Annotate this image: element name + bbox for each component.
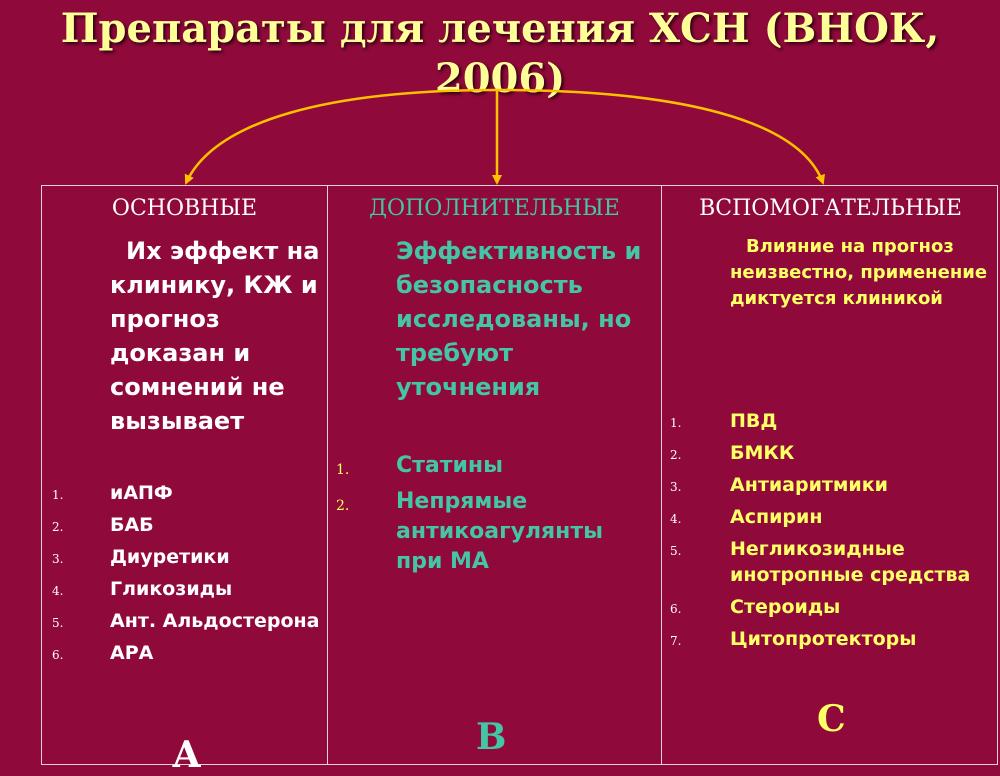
list-item: 3. Антиаритмики bbox=[670, 474, 888, 496]
column-description: Эффективность и безопасность исследованы, но требуют уточнения bbox=[396, 237, 642, 401]
list-item: 7. Цитопротекторы bbox=[670, 628, 917, 650]
column-auxiliary bbox=[662, 186, 999, 764]
class-letter: В bbox=[476, 716, 507, 758]
arrows-diagram bbox=[0, 0, 1000, 200]
list-item: 4. Гликозиды bbox=[52, 578, 233, 600]
list-item: 6. Стероиды bbox=[670, 596, 841, 618]
column-header: ОСНОВНЫЕ bbox=[111, 196, 258, 221]
class-letter: С bbox=[817, 698, 846, 740]
column-description: Влияние на прогноз неизвестно, применение диктуется клиникой bbox=[730, 236, 988, 309]
list-item: 4. Аспирин bbox=[670, 506, 823, 528]
column-main bbox=[42, 186, 328, 776]
list-item: 5. Негликозидные инотропные средства bbox=[670, 538, 971, 586]
drug-list bbox=[670, 408, 998, 658]
classification-table bbox=[41, 185, 998, 776]
column-description: Их эффект на клинику, КЖ и прогноз доказан и сомнений не вызывает bbox=[110, 237, 320, 435]
arrow-left bbox=[186, 90, 497, 183]
arrow-right bbox=[497, 90, 823, 183]
slide-title: Препараты для лечения ХСН (ВНОК, 2006) bbox=[60, 5, 940, 102]
list-item: 6. АРА bbox=[52, 642, 154, 664]
column-additional bbox=[328, 186, 662, 764]
list-item: 2. БАБ bbox=[52, 514, 154, 536]
list-item: 1. иАПФ bbox=[52, 482, 173, 504]
list-item: 2. БМКК bbox=[670, 442, 795, 464]
list-item: 1. Статины bbox=[336, 453, 504, 478]
class-letter: А bbox=[172, 734, 202, 776]
list-item: 1. ПВД bbox=[670, 410, 778, 432]
list-item: 2. Непрямые антикоагулянты при МА bbox=[336, 489, 604, 574]
list-item: 3. Диуретики bbox=[52, 546, 230, 568]
drug-list bbox=[52, 480, 322, 672]
column-header: ВСПОМОГАТЕЛЬНЫЕ bbox=[699, 196, 962, 221]
list-item: 5. Ант. Альдостерона bbox=[52, 610, 320, 632]
column-header: ДОПОЛНИТЕЛЬНЫЕ bbox=[369, 196, 620, 221]
drug-list bbox=[336, 451, 656, 583]
